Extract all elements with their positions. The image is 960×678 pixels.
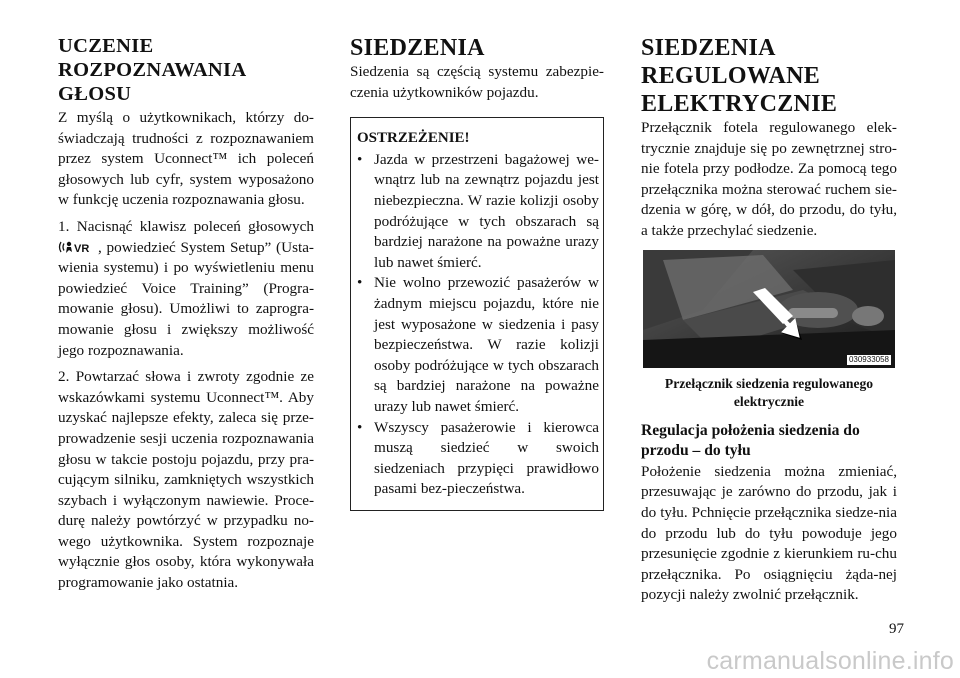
voice-command-icon: [58, 239, 94, 255]
warning-title: OSTRZEŻENIE!: [357, 130, 470, 147]
bullet-icon: •: [357, 150, 363, 168]
section-heading-seats: SIEDZENIA: [350, 35, 485, 61]
power-seats-intro: Przełącznik fotela regulowanego elek-trycznie znajduje się po zewnętrznej stro-nie fotela przy podłodze. Za pomocą tego przełącznika można sterować ruchem sie-dzenia w górę, w dół, do przodu, do tyłu, a także przechylać siedzenie.: [641, 119, 897, 239]
column-power-seats: [641, 34, 897, 606]
seat-switch-photo: [643, 250, 895, 368]
voice-training-intro: Z myślą o użytkownikach, którzy do-świadczają trudności z rozpoznawaniem przez system Uconnect™ ich poleceń głosowych lub cyfr, system wyposażono w funkcję uczenia rozpoznawania głosu.: [58, 109, 314, 209]
bullet-icon: •: [357, 418, 363, 436]
watermark: carmanualsonline.info: [706, 647, 954, 675]
page-number: 97: [889, 621, 904, 637]
seats-intro: Siedzenia są częścią systemu zabezpie-czenia użytkowników pojazdu.: [350, 63, 604, 101]
warning-item: • Nie wolno przewozić pasażerów w żadnym miejscu pojazdu, które nie jest wyposażone w siedzenia i pasy bezpieczeństwa. W razie kolizji osoby podróżujące w tych obszarach są bardziej narażone na poważne urazy lub nawet śmierć.: [357, 274, 599, 415]
column-voice-training: [58, 34, 314, 594]
section-heading-voice-training: UCZENIE ROZPOZNAWANIA GŁOSU: [58, 35, 246, 105]
section-heading-power-seats: SIEDZENIA REGULOWANE ELEKTRYCZNIE: [641, 35, 838, 117]
photo-code: 030933058: [848, 354, 889, 364]
step-1: [58, 217, 314, 361]
column-seats: [350, 34, 604, 511]
step-2: 2. Powtarzać słowa i zwroty zgodnie ze wskazówkami systemu Uconnect™. Aby uzyskać najlepsze efekty, zaleca się prze-prowadzenie sesji uczenia rozpoznawania głosu w takcie postoju pojazdu, przy pra-cującym silniku, zamkniętych wszystkich szybach i wyłączonym nawiewie. Proce-durę należy powtórzyć w przypadku no-wego użytkownika. System rozpoznaje wyłącznie głos osoby, która wykonywała programowanie jako ostatnia.: [58, 368, 314, 592]
svg-text:VR: VR: [74, 242, 90, 255]
seat-photo-graphic: [643, 250, 895, 368]
step-1-text-b: , powiedzieć System Setup” (Usta-wienia systemu) i po wyświetleniu menu powiedzieć Voice Training” (Progra-mowanie głosu). Umożliwi to zaprogra-mowanie głosu i zwiększy możliwość jego rozpoznawania.: [58, 238, 314, 359]
warning-list: [357, 150, 599, 500]
subheading-fore-aft: Regulacja położenia siedzenia do przodu – do tyłu: [641, 421, 860, 460]
warning-item: • Wszyscy pasażerowie i kierowca muszą siedzieć w swoich siedzeniach przypięci prawidłowo pasami bez-pieczeństwa.: [357, 418, 599, 498]
bullet-icon: •: [357, 274, 363, 292]
warning-item: • Jazda w przestrzeni bagażowej we-wnątrz lub na zewnątrz pojazdu jest niebezpieczna. W razie kolizji osoby podróżujące w tych obszarach są bardziej narażone na poważne urazy lub nawet śmierć.: [357, 150, 599, 271]
photo-caption: Przełącznik siedzenia regulowanego elektrycznie: [664, 375, 874, 409]
fore-aft-body: Położenie siedzenia można zmieniać, przesuwając je zarówno do przodu, jak i do tyłu. Pchnięcie przełącznika siedze-nia do przodu lub do tyłu powoduje jego przesunięcie zgodnie z kierunkiem ru-chu przełącznika. Po osiągnięciu żąda-nej pozycji należy zwolnić przełącznik.: [641, 462, 897, 604]
warning-box: [350, 117, 604, 511]
step-1-text-a: 1. Nacisnąć klawisz poleceń głosowych: [58, 217, 314, 235]
